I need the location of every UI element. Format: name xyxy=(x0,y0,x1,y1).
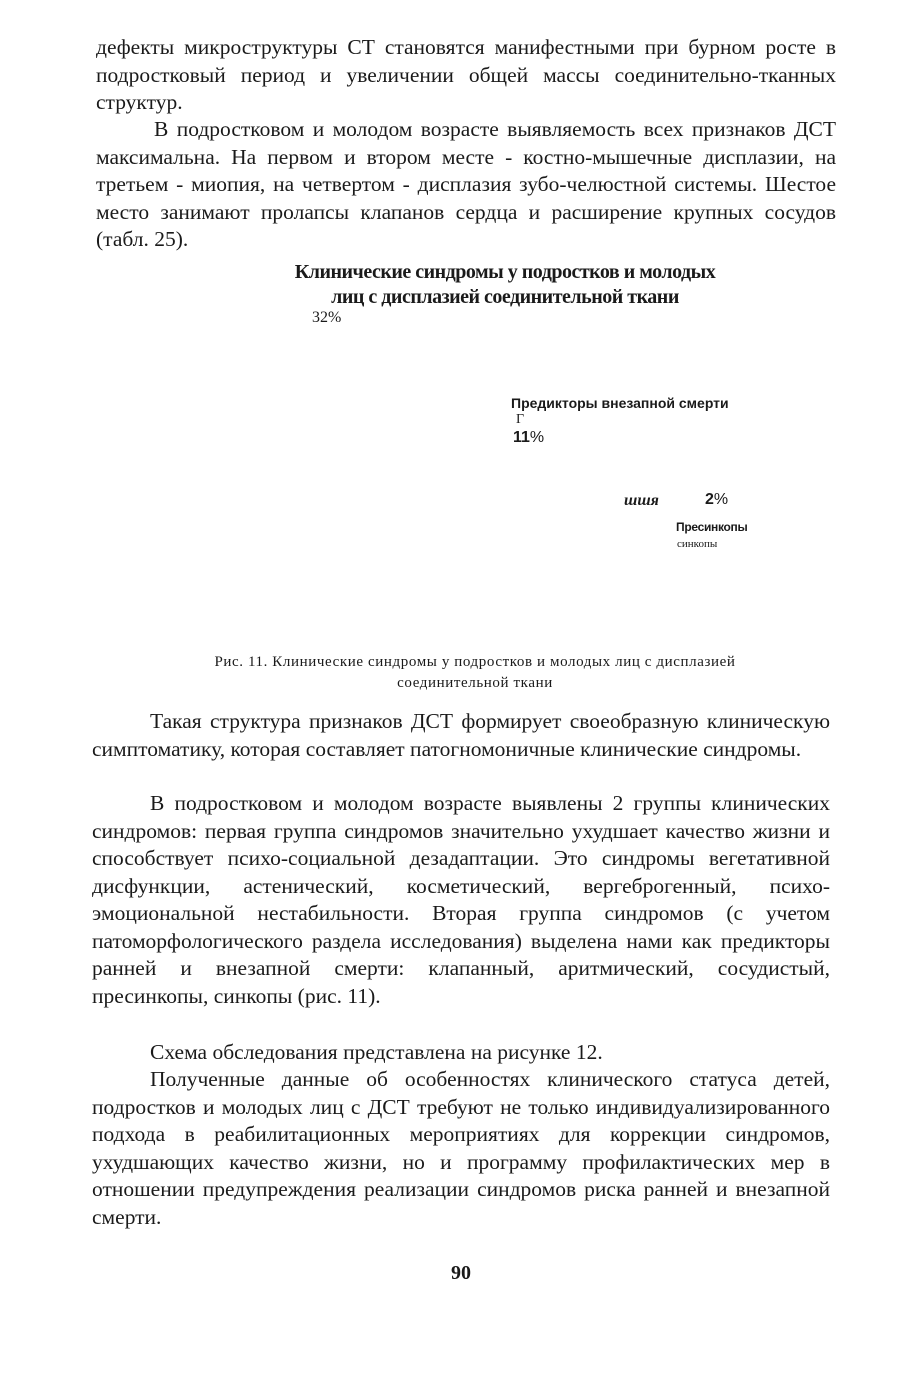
figure-label-2-sign: % xyxy=(713,491,729,508)
paragraph-2: В подростковом и молодом возрасте выявляемость всех признаков ДСТ максимальна. На первом и втором месте - костно-мышечные дисплазии, на третьем - миопия, на четвертом - дисплазия зубо-челюстной системы. Шестое место занимают пролапсы клапанов сердца и расширение крупных сосудов (табл. 25). xyxy=(96,117,836,251)
figure-caption-line-2: соединительной ткани xyxy=(397,675,553,691)
figure-label-g-mark: Г xyxy=(516,412,525,427)
paragraph-6: Полученные данные об особенностях клинического статуса детей, подростков и молодых лиц с ДСТ требуют не только индивидуализированного подхода в реабилитационных мероприятиях для коррекции синдромов, ухудшающих качество жизни, но и программу профилактических мер в отношении предупреждения реализации синдромов риска ранней и внезапной смерти. xyxy=(92,1067,830,1229)
figure-caption-line-1: Рис. 11. Клинические синдромы у подростков и молодых лиц с дисплазией xyxy=(214,654,736,670)
figure-title-line-2: лиц с дисплазией соединительной ткани xyxy=(331,286,679,308)
figure-caption xyxy=(120,652,830,694)
paragraph-3: Такая структура признаков ДСТ формирует своеобразную клиническую симптоматику, которая составляет патогномоничные клинические синдромы. xyxy=(92,709,830,761)
paragraph-1: дефекты микроструктуры СТ становятся манифестными при бурном росте в подростковый период и увеличении общей массы соединительно-тканных структур. xyxy=(96,35,836,114)
figure-label-predictors: Предикторы внезапной смерти xyxy=(511,395,729,411)
page-number: 90 xyxy=(451,1262,471,1284)
paragraph-5: Схема обследования представлена на рисунке 12. xyxy=(150,1040,603,1064)
figure-label-32-percent: 32% xyxy=(312,309,342,326)
figure-label-presyncope: Пресинкопы xyxy=(676,520,748,534)
figure-label-2-digit: 2 xyxy=(705,491,714,508)
figure-label-11-sign: % xyxy=(529,429,545,446)
figure-title xyxy=(200,260,810,310)
paragraph-4: В подростковом и молодом возрасте выявлены 2 группы клинических синдромов: первая группа синдромов значительно ухудшает качество жизни и способствует психо-социальной дезадаптации. Это синдромы вегетативной дисфункции, астенический, косметический, вергеброгенный, психо-эмоциональной нестабильности. Вторая группа синдромов (с учетом патоморфологического раздела исследования) выделена нами как предикторы ранней и внезапной смерти: клапанный, аритмический, сосудистый, пресинкопы, синкопы (рис. 11). xyxy=(92,791,830,1008)
figure-label-shiya: шшя xyxy=(624,492,659,509)
figure-label-2-percent xyxy=(705,491,728,509)
figure-label-syncope: синкопы xyxy=(677,538,718,550)
figure-title-line-1: Клинические синдромы у подростков и молодых xyxy=(294,261,716,283)
figure-label-11-digits: 11 xyxy=(513,429,530,446)
figure-label-11-percent xyxy=(513,429,544,447)
